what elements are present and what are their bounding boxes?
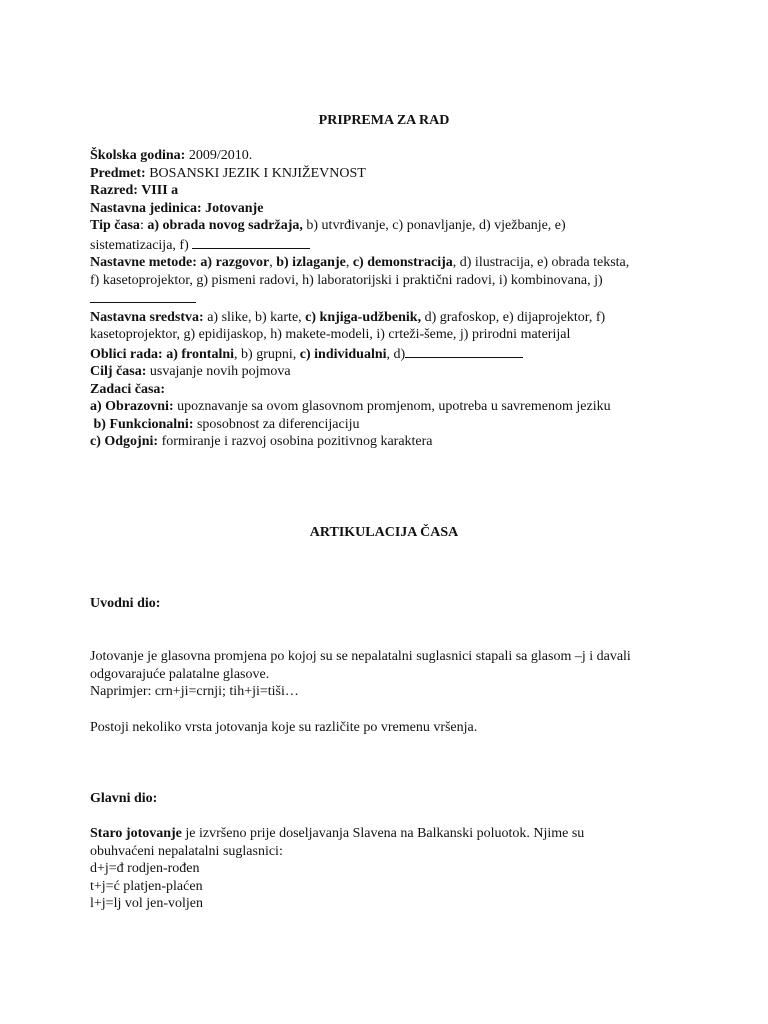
work-forms-mid: , b) grupni, <box>234 346 300 362</box>
work-forms-blank <box>405 344 523 358</box>
intro-paragraph-2: Postoji nekoliko vrsta jotovanja koje su različite po vremenu vršenja. <box>90 720 478 735</box>
section-title-articulation: ARTIKULACIJA ČASA <box>309 525 459 540</box>
method-a: a) razgovor <box>196 255 270 270</box>
intro-paragraph-1: Jotovanje je glasovna promjena po kojoj su se nepalatalni suglasnici stapali sa glasom –j i davali odgovarajuće palatalne glasove. <box>90 649 631 682</box>
lesson-type-line <box>90 217 680 235</box>
tasks-label: Zadaci časa: <box>90 381 166 397</box>
task-upbringing-value: formiranje i razvoj osobina pozitivnog karaktera <box>158 434 433 449</box>
old-jotation-paragraph <box>90 825 650 860</box>
task-upbringing-label: c) Odgojni: <box>90 434 159 449</box>
main-section <box>90 825 650 913</box>
goal-value: usvajanje novih pojmova <box>146 364 291 379</box>
work-forms-label: Oblici rada: <box>90 346 163 362</box>
lesson-type-blank <box>192 235 310 249</box>
example-item: t+j=ć platjen-plaćen <box>90 878 203 894</box>
goal-label: Cilj časa: <box>90 364 147 379</box>
old-jotation-label: Staro jotovanje <box>90 826 182 841</box>
main-heading: Glavni dio: <box>90 791 158 806</box>
task-educational-line <box>90 398 680 416</box>
resources-line <box>90 309 680 327</box>
methods-blank <box>90 289 196 303</box>
method-c: c) demonstracija <box>352 255 453 270</box>
old-jotation-text: je izvršeno prije doseljavanja Slavena na Balkanski poluotok. Njime su obuhvaćeni nepalatalni suglasnici: <box>90 826 585 859</box>
methods-line <box>90 254 680 272</box>
task-functional-label: b) Funkcionalni: <box>90 416 194 432</box>
task-functional-line <box>90 416 680 434</box>
work-forms-line <box>90 344 680 364</box>
lesson-type-label: Tip časa <box>90 218 140 233</box>
lesson-unit-text: Nastavna jedinica: Jotovanje <box>90 200 264 216</box>
resources-line-2 <box>90 326 680 344</box>
goal-line <box>90 363 680 381</box>
lesson-type-colon: : <box>139 218 148 233</box>
lesson-type-line-2 <box>90 235 680 255</box>
intro-heading: Uvodni dio: <box>90 596 161 611</box>
grade-text: Razred: VIII a <box>90 183 179 198</box>
work-form-c: c) individualni <box>299 346 387 362</box>
grade-line <box>90 182 680 200</box>
subject-label: Predmet: <box>90 165 146 181</box>
task-functional-value: sposobnost za diferencijaciju <box>193 416 360 432</box>
resources-label: Nastavna sredstva: <box>90 309 204 325</box>
resources-options-pre: a) slike, b) karte, <box>203 309 306 325</box>
lesson-header <box>90 147 680 451</box>
lesson-type-selected: a) obrada novog sadržaja, <box>147 218 303 233</box>
methods-blank-line <box>90 289 680 309</box>
methods-options: , d) ilustracija, e) obrada teksta, <box>452 255 630 270</box>
resources-options-2: kasetoprojektor, g) epidijaskop, h) makete-modeli, i) crteži-šeme, j) prirodni materijal <box>90 327 571 342</box>
resources-selected: c) knjiga-udžbenik, <box>305 309 422 325</box>
lesson-unit-line <box>90 200 680 218</box>
method-b: b) izlaganje <box>276 255 346 270</box>
methods-line-2 <box>90 272 680 290</box>
lesson-type-options-2: sistematizacija, f) <box>90 237 193 253</box>
subject-line <box>90 165 680 183</box>
intro-example: Naprimjer: crn+ji=crnji; tih+ji=tiši… <box>90 684 299 699</box>
school-year-label: Školska godina: <box>90 148 186 163</box>
intro-section <box>90 648 650 701</box>
resources-options: d) grafoskop, e) dijaprojektor, f) <box>421 309 606 325</box>
school-year-value: 2009/2010. <box>185 148 253 163</box>
work-forms-rest: , d) <box>386 346 406 362</box>
school-year-line <box>90 147 680 165</box>
methods-label: Nastavne metode: <box>90 255 197 270</box>
subject-value: BOSANSKI JEZIK I KNJIŽEVNOST <box>145 165 366 181</box>
tasks-line <box>90 381 680 399</box>
lesson-type-options: b) utvrđivanje, c) ponavljanje, d) vježbanje, e) <box>302 218 566 233</box>
document-title: PRIPREMA ZA RAD <box>318 113 450 128</box>
task-educational-value: upoznavanje sa ovom glasovnom promjenom, upotreba u savremenom jeziku <box>173 399 611 414</box>
example-item: d+j=đ rodjen-rođen <box>90 861 200 876</box>
work-form-a: a) frontalni <box>162 346 235 362</box>
task-educational-label: a) Obrazovni: <box>90 399 174 414</box>
methods-sep-2: , <box>345 255 353 270</box>
methods-sep-1: , <box>269 255 277 270</box>
task-upbringing-line <box>90 433 680 451</box>
example-item: l+j=lj vol jen-voljen <box>90 896 203 911</box>
methods-options-2: f) kasetoprojektor, g) pismeni radovi, h) laboratorijski i praktični radovi, i) kombinovana, j) <box>90 272 603 288</box>
